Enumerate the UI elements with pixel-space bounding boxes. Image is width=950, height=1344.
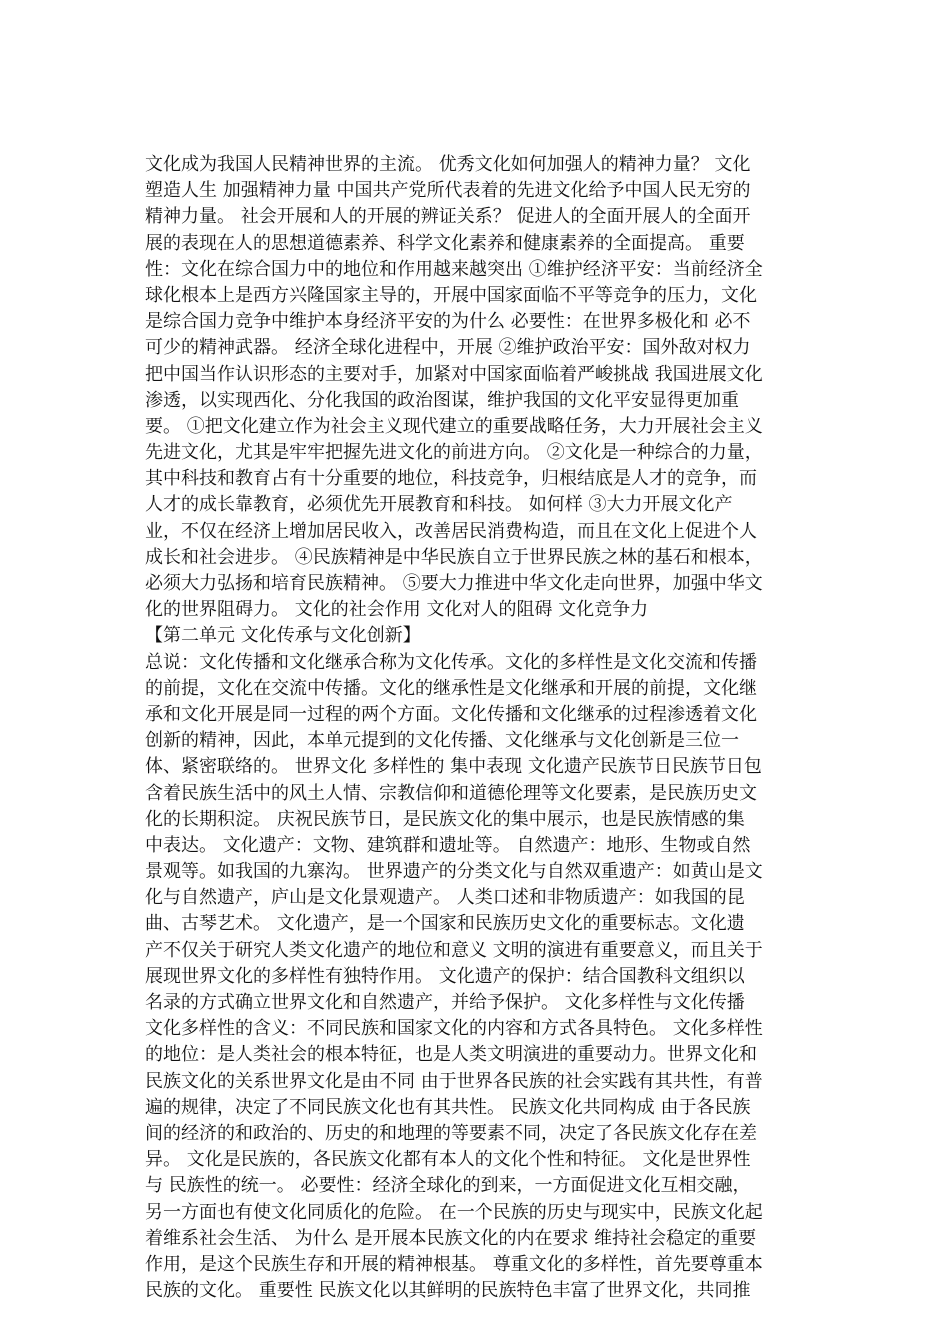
text-line: 展现世界文化的多样性有独特作用。 文化遗产的保护：结合国教科文组织以 (145, 965, 745, 987)
body-text (145, 152, 805, 1304)
text-line: 的地位：是人类社会的根本特征，也是人类文明演进的重要动力。世界文化和 (145, 1044, 757, 1066)
text-line: 球化根本上是西方兴隆国家主导的，开展中国家面临不平等竞争的压力，文化 (145, 284, 757, 306)
text-line: 创新的精神，因此，本单元提到的文化传播、文化继承与文化创新是三位一 (145, 730, 739, 752)
text-line: 人才的成长靠教育，必须优先开展教育和科技。 如何样 ③大力开展文化产 (145, 494, 733, 516)
text-line: 总说：文化传播和文化继承合称为文化传承。文化的多样性是文化交流和传播 (145, 651, 757, 673)
text-line: 化与自然遗产，庐山是文化景观遗产。 人类口述和非物质遗产：如我国的昆 (145, 887, 745, 909)
text-line: 是综合国力竞争中维护本身经济平安的为什么 必要性：在世界多极化和 必不 (145, 311, 751, 333)
text-line: 景观等。如我国的九寨沟。 世界遗产的分类文化与自然双重遗产：如黄山是文 (145, 861, 763, 883)
text-line: 精神力量。 社会开展和人的开展的辨证关系？ 促进人的全面开展人的全面开 (145, 206, 751, 228)
text-line: 异。 文化是民族的，各民族文化都有本人的文化个性和特征。 文化是世界性 (145, 1149, 751, 1171)
text-line: 民族文化的关系世界文化是由不同 由于世界各民族的社会实践有其共性，有普 (145, 1070, 763, 1092)
text-line: 成长和社会进步。 ④民族精神是中华民族自立于世界民族之林的基石和根本， (145, 546, 763, 568)
text-line: 化的长期积淀。 庆祝民族节日，是民族文化的集中展示，也是民族情感的集 (145, 808, 745, 830)
text-line: 先进文化，尤其是牢牢把握先进文化的前进方向。 ②文化是一种综合的力量， (145, 442, 763, 464)
text-line: 遍的规律，决定了不同民族文化也有其共性。 民族文化共同构成 由于各民族 (145, 1096, 751, 1118)
text-line: 可少的精神武器。 经济全球化进程中，开展 ②维护政治平安：国外敌对权力 (145, 337, 751, 359)
section-heading: 【第二单元 文化传承与文化创新】 (145, 625, 421, 647)
text-line: 把中国当作认识形态的主要对手，加紧对中国家面临着严峻挑战 我国进展文化 (145, 363, 763, 385)
text-line: 民族的文化。 重要性 民族文化以其鲜明的民族特色丰富了世界文化，共同推 (145, 1280, 751, 1302)
text-line: 曲、古琴艺术。 文化遗产，是一个国家和民族历史文化的重要标志。文化遗 (145, 913, 745, 935)
text-line: 其中科技和教育占有十分重要的地位，科技竞争，归根结底是人才的竞争，而 (145, 468, 757, 490)
text-line: 含着民族生活中的风土人情、宗教信仰和道德伦理等文化要素，是民族历史文 (145, 782, 757, 804)
text-line: 文化多样性的含义：不同民族和国家文化的内容和方式各具特色。 文化多样性 (145, 1018, 763, 1040)
text-line: 展的表现在人的思想道德素养、科学文化素养和健康素养的全面提高。 重要 (145, 232, 745, 254)
text-line: 渗透，以实现西化、分化我国的政治图谋，维护我国的文化平安显得更加重 (145, 389, 739, 411)
text-line: 另一方面也有使文化同质化的危险。 在一个民族的历史与现实中，民族文化起 (145, 1201, 763, 1223)
text-line: 着维系社会生活、 为什么 是开展本民族文化的内在要求 维持社会稳定的重要 (145, 1227, 757, 1249)
text-line: 业，不仅在经济上增加居民收入，改善居民消费构造，而且在文化上促进个人 (145, 520, 757, 542)
text-line: 文化成为我国人民精神世界的主流。 优秀文化如何加强人的精神力量？ 文化 (145, 154, 751, 175)
text-line: 体、紧密联络的。 世界文化 多样性的 集中表现 文化遗产民族节日民族节日包 (145, 756, 762, 778)
text-line: 性：文化在综合国力中的地位和作用越来越突出 ①维护经济平安：当前经济全 (145, 258, 763, 280)
text-line: 塑造人生 加强精神力量 中国共产党所代表着的先进文化给予中国人民无穷的 (145, 180, 751, 202)
text-line: 间的经济的和政治的、历史的和地理的等要素不同，决定了各民族文化存在差 (145, 1122, 757, 1144)
text-line: 的前提，文化在交流中传播。文化的继承性是文化继承和开展的前提，文化继 (145, 677, 757, 699)
text-line: 与 民族性的统一。 必要性：经济全球化的到来，一方面促进文化互相交融， (145, 1175, 751, 1197)
text-line: 承和文化开展是同一过程的两个方面。文化传播和文化继承的过程渗透着文化 (145, 703, 757, 725)
text-line: 要。 ①把文化建立作为社会主义现代建立的重要战略任务，大力开展社会主义 (145, 415, 763, 437)
text-line: 化的世界阻碍力。 文化的社会作用 文化对人的阻碍 文化竞争力 (145, 599, 649, 621)
text-line: 作用，是这个民族生存和开展的精神根基。 尊重文化的多样性，首先要尊重本 (145, 1253, 763, 1275)
text-line: 名录的方式确立世界文化和自然遗产，并给予保护。 文化多样性与文化传播 (145, 992, 745, 1013)
text-line: 中表达。 文化遗产：文物、建筑群和遗址等。 自然遗产：地形、生物或自然 (145, 834, 751, 856)
text-line: 产不仅关于研究人类文化遗产的地位和意义 文明的演进有重要意义，而且关于 (145, 939, 763, 961)
text-line: 必须大力弘扬和培育民族精神。 ⑤要大力推进中华文化走向世界，加强中华文 (145, 573, 763, 594)
